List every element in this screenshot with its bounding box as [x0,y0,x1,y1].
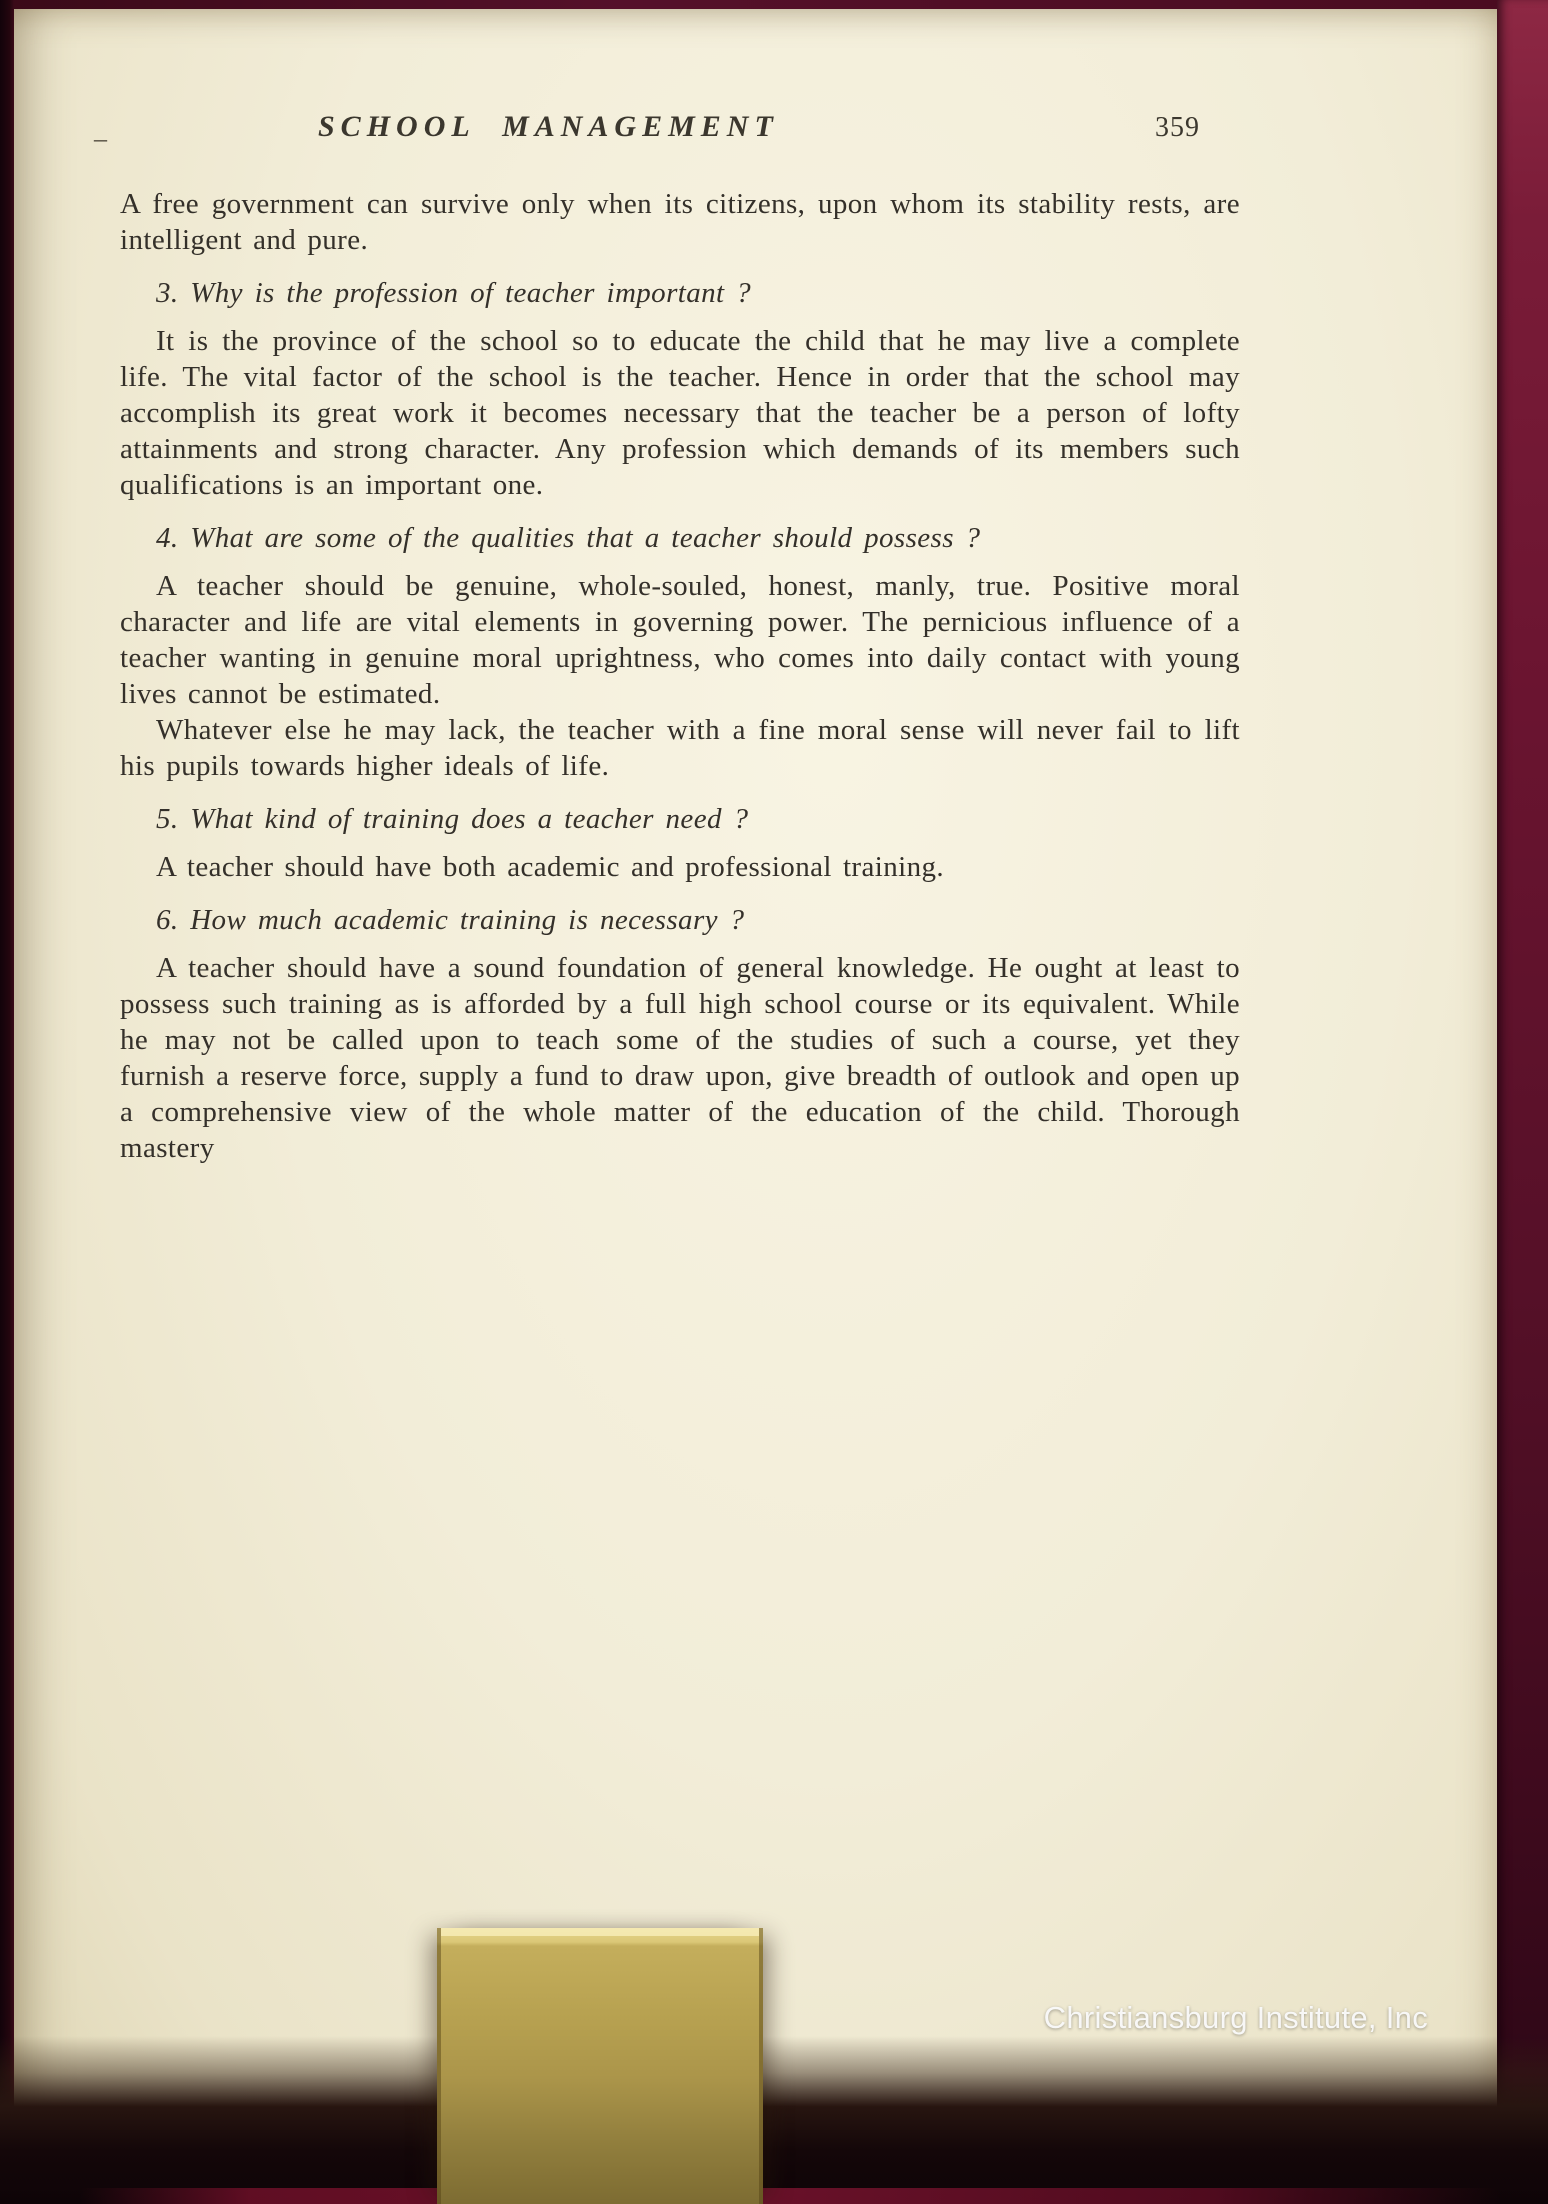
book-page-paper [14,8,1497,2204]
book-cover-edge-right [1497,0,1548,2204]
answer-paragraph-6: A teacher should have a sound foundation of general knowledge. He ought at least to possess such training as is afforded by a full high school course or its equivalent. While he may not be called upon to teach some of the studies of such a course, yet they furnish a reserve force, supply a fund to draw upon, give breadth of outlook and open up a comprehensive view of the whole matter of the education of the child. Thorough mastery [120,952,1240,1164]
answer-paragraph-4b: Whatever else he may lack, the teacher with a fine moral sense will never fail to lift his pupils towards higher ideals of life. [120,714,1240,782]
answer-paragraph-4a: A teacher should be genuine, whole-souled, honest, manly, true. Positive moral character and life are vital elements in governing power. The pernicious influence of a teacher wanting in genuine moral uprightness, who comes into daily contact with young lives cannot be estimated. [120,570,1240,710]
watermark: Christiansburg Institute, Inc [1043,2000,1428,2035]
paragraph-continuation: A free government can survive only when its citizens, upon whom its stability rests, are intelligent and pure. [120,188,1240,256]
page-number: 359 [1155,112,1200,143]
question-heading-6: 6. How much academic training is necessary ? [156,904,745,936]
running-title: SCHOOL MANAGEMENT [318,110,779,143]
stray-mark: – [94,124,107,153]
answer-paragraph-5: A teacher should have both academic and professional training. [156,851,945,883]
question-heading-3: 3. Why is the profession of teacher important ? [156,277,752,309]
question-heading-5: 5. What kind of training does a teacher need ? [156,803,749,835]
answer-paragraph-3: It is the province of the school so to educate the child that he may live a complete life. The vital factor of the school is the teacher. Hence in order that the school may accomplish its great work it becomes necessary that the teacher be a person of lofty attainments and strong character. Any profession which demands of its members such qualifications is an important one. [120,325,1240,501]
page-header [94,110,1240,160]
brass-clip-highlight [441,1928,759,1936]
brass-clip [437,1928,763,2204]
book-cover-edge-bottom [80,2188,1500,2204]
scan-edge-top [0,0,1548,9]
scan-background-bottom [0,2036,1548,2204]
question-heading-4: 4. What are some of the qualities that a teacher should possess ? [156,522,981,554]
scan-edge-left [0,0,14,2204]
